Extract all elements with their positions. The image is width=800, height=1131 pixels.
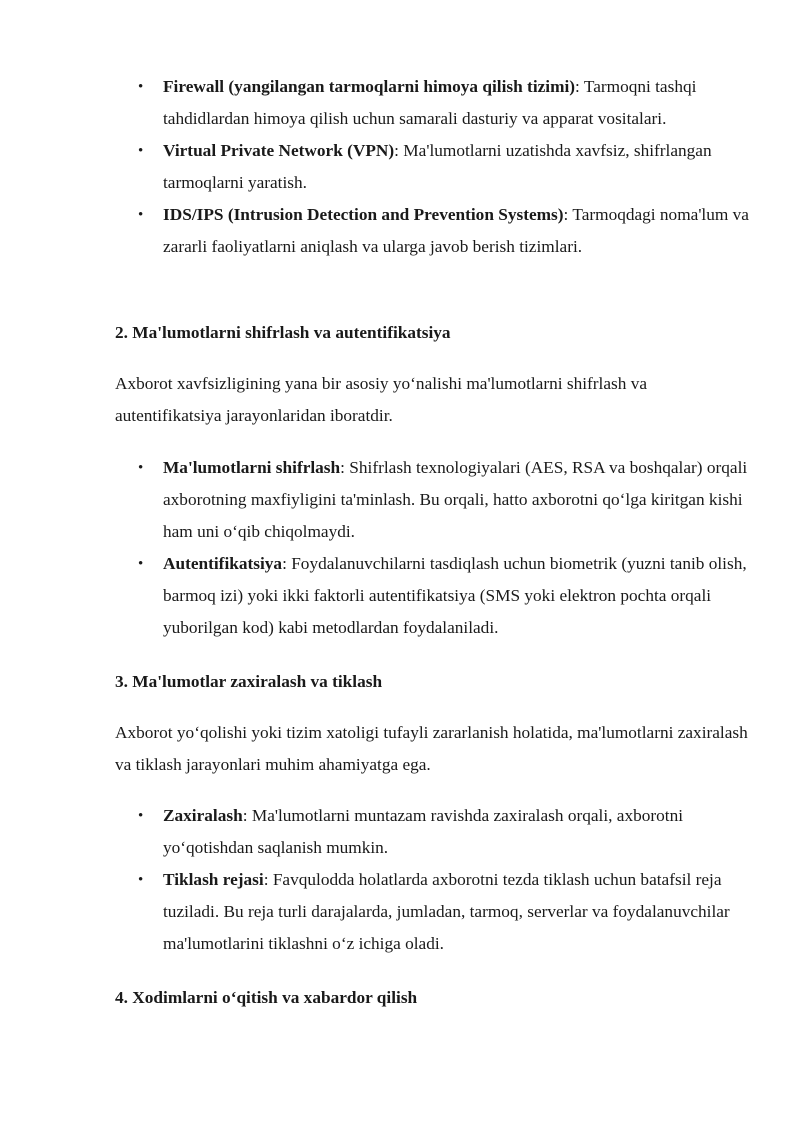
bullet-list-network-tools bbox=[115, 71, 755, 263]
item-text: Favqulodda holatlarda axborotni tezda tiklash uchun batafsil reja tuziladi. Bu reja turli darajalarda, jumladan, tarmoq, serverlar va foydalanuvchilar ma'lumotlarini tiklashni o‘z ichiga oladi. bbox=[163, 870, 730, 953]
heading-encryption-authentication: 2. Ma'lumotlarni shifrlash va autentifikatsiya bbox=[115, 323, 451, 342]
term-separator: : bbox=[575, 77, 580, 96]
bullet-icon: • bbox=[138, 872, 144, 888]
term-separator: : bbox=[394, 141, 399, 160]
item-text: Tarmoqdagi noma'lum va zararli faoliyatlarni aniqlash va ularga javob berish tizimlari. bbox=[163, 205, 749, 256]
term-vpn: Virtual Private Network (VPN) bbox=[163, 141, 395, 160]
term-separator: : bbox=[282, 554, 287, 573]
list-item-backup bbox=[115, 800, 755, 864]
bullet-icon: • bbox=[138, 207, 144, 223]
list-item-authentication bbox=[115, 548, 755, 644]
bullet-icon: • bbox=[138, 143, 144, 159]
list-item-vpn bbox=[115, 135, 755, 199]
bullet-icon: • bbox=[138, 79, 144, 95]
list-item-ids-ips bbox=[115, 199, 755, 263]
term-separator: : bbox=[563, 205, 569, 224]
section-heading-2 bbox=[115, 317, 755, 349]
section-heading-3 bbox=[115, 666, 755, 698]
bullet-list-backup bbox=[115, 800, 755, 960]
section-3-paragraph bbox=[115, 717, 755, 781]
heading-staff-training: 4. Xodimlarni o‘qitish va xabardor qilish bbox=[115, 988, 418, 1007]
term-ids-ips: IDS/IPS (Intrusion Detection and Prevention Systems) bbox=[163, 205, 564, 224]
section-2-paragraph bbox=[115, 368, 755, 432]
item-text: Tarmoqni tashqi tahdidlardan himoya qilish uchun samarali dasturiy va apparat vositalari. bbox=[163, 77, 697, 128]
paragraph-text: Axborot yo‘qolishi yoki tizim xatoligi tufayli zararlanish holatida, ma'lumotlarni zaxiralash va tiklash jarayonlari muhim ahamiyatga ega. bbox=[115, 723, 748, 774]
item-text: Ma'lumotlarni muntazam ravishda zaxiralash orqali, axborotni yo‘qotishdan saqlanish mumkin. bbox=[163, 806, 684, 857]
term-separator: : bbox=[263, 870, 269, 889]
list-item-firewall bbox=[115, 71, 755, 135]
paragraph-text: Axborot xavfsizligining yana bir asosiy yo‘nalishi ma'lumotlarni shifrlash va autentifikatsiya jarayonlaridan iboratdir. bbox=[115, 374, 648, 425]
item-text: Foydalanuvchilarni tasdiqlash uchun biometrik (yuzni tanib olish, barmoq izi) yoki ikki faktorli autentifikatsiya (SMS yoki elektron pochta orqali yuborilgan kod) kabi metodlardan foydalaniladi. bbox=[163, 554, 747, 637]
item-text: Ma'lumotlarni uzatishda xavfsiz, shifrlangan tarmoqlarni yaratish. bbox=[163, 141, 712, 192]
list-item-recovery-plan bbox=[115, 864, 755, 960]
heading-backup-recovery: 3. Ma'lumotlar zaxiralash va tiklash bbox=[115, 672, 383, 691]
bullet-icon: • bbox=[138, 460, 144, 476]
term-firewall: Firewall (yangilangan tarmoqlarni himoya qilish tizimi) bbox=[163, 77, 576, 96]
term-separator: : bbox=[340, 458, 345, 477]
bullet-icon: • bbox=[138, 556, 144, 572]
list-item-encryption bbox=[115, 452, 755, 548]
section-heading-4 bbox=[115, 982, 755, 1014]
term-recovery-plan: Tiklash rejasi bbox=[163, 870, 264, 889]
term-backup: Zaxiralash bbox=[163, 806, 243, 825]
bullet-icon: • bbox=[138, 808, 144, 824]
item-text: Shifrlash texnologiyalari (AES, RSA va boshqalar) orqali axborotning maxfiyligini ta'minlash. Bu orqali, hatto axborotni qo‘lga kiritgan kishi ham uni o‘qib chiqolmaydi. bbox=[163, 458, 748, 541]
term-authentication: Autentifikatsiya bbox=[163, 554, 283, 573]
bullet-list-encryption bbox=[115, 452, 755, 644]
term-encryption: Ma'lumotlarni shifrlash bbox=[163, 458, 341, 477]
term-separator: : bbox=[242, 806, 248, 825]
